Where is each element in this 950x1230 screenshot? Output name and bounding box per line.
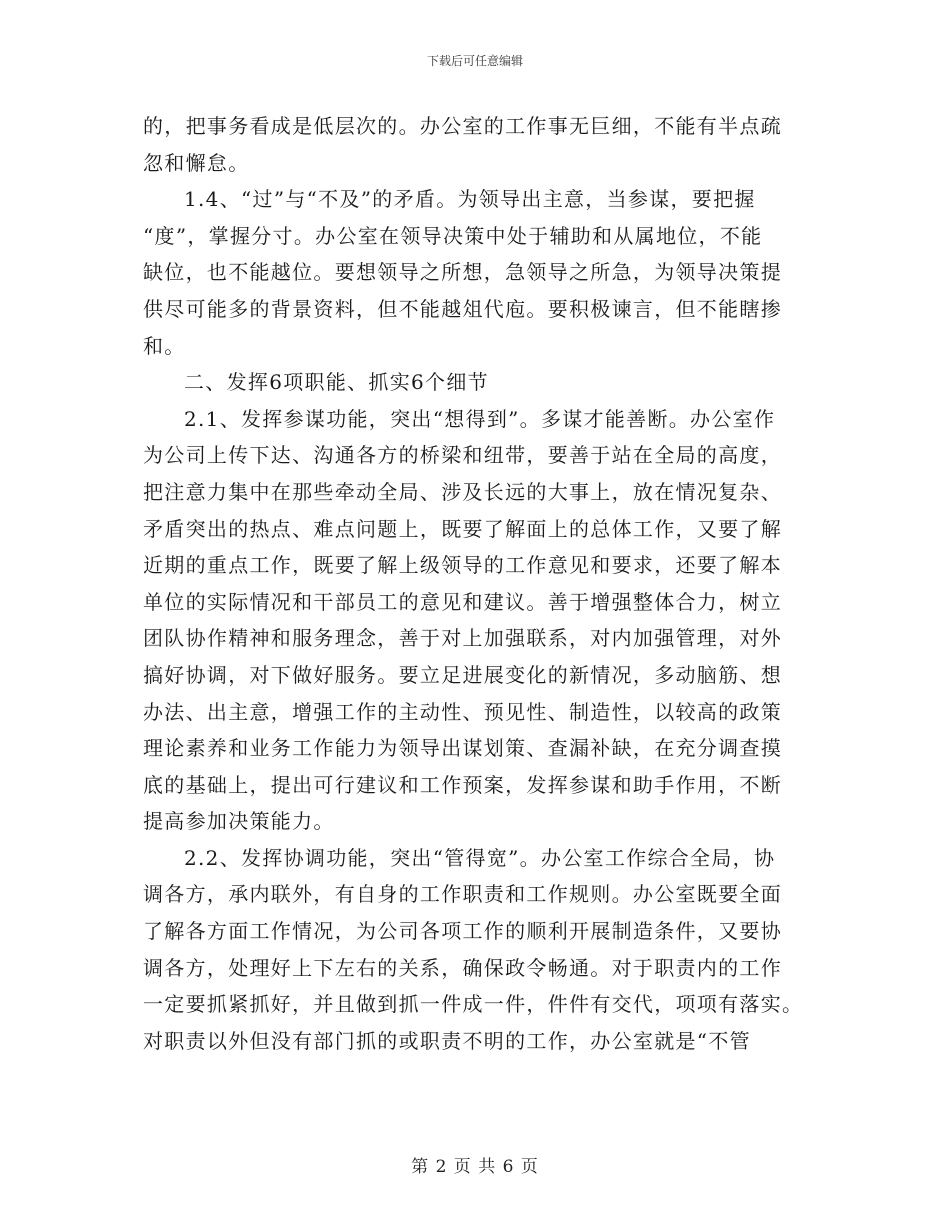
text-line: 把注意力集中在那些牵动全局、涉及长远的大事上，放在情况复杂、 [143, 479, 782, 504]
text-line: 缺位，也不能越位。要想领导之所想，急领导之所急，为领导决策提 [143, 260, 782, 285]
page-header: 下载后可任意编辑 [426, 54, 523, 68]
text-line: 对职责以外但没有部门抓的或职责不明的工作，办公室就是“不管 [143, 1028, 751, 1053]
text-line: 调各方，承内联外，有自身的工作职责和工作规则。办公室既要全面 [143, 882, 782, 907]
text-line: 和。 [143, 333, 186, 358]
text-line: 单位的实际情况和干部员工的意见和建议。善于增强整体合力，树立 [143, 589, 782, 614]
text-line: 供尽可能多的背景资料，但不能越俎代庖。要积极谏言，但不能瞎掺 [143, 296, 782, 321]
text-line: 2.1、发挥参谋功能，突出“想得到”。多谋才能善断。办公室作 [184, 406, 776, 431]
text-line: 2.2、发挥协调功能，突出“管得宽”。办公室工作综合全局，协 [184, 845, 776, 870]
text-line: 底的基础上，提出可行建议和工作预案，发挥参谋和助手作用，不断 [143, 772, 782, 797]
text-line: 1.4、“过”与“不及”的矛盾。为领导出主意，当参谋，要把握 [184, 187, 756, 212]
text-line: 办法、出主意，增强工作的主动性、预见性、制造性，以较高的政策 [143, 699, 782, 724]
text-line: 调各方，处理好上下左右的关系，确保政令畅通。对于职责内的工作 [143, 955, 782, 980]
text-line: 为公司上传下达、沟通各方的桥梁和纽带，要善于站在全局的高度， [143, 443, 782, 468]
text-line: 理论素养和业务工作能力为领导出谋划策、查漏补缺，在充分调查摸 [143, 736, 782, 761]
text-line: 近期的重点工作，既要了解上级领导的工作意见和要求，还要了解本 [143, 553, 782, 578]
text-line: 矛盾突出的热点、难点问题上，既要了解面上的总体工作，又要了解 [143, 516, 782, 541]
text-line: “度”，掌握分寸。办公室在领导决策中处于辅助和从属地位，不能 [143, 223, 763, 248]
text-line: 一定要抓紧抓好，并且做到抓一件成一件，件件有交代，项项有落实。 [143, 992, 804, 1017]
text-line: 搞好协调，对下做好服务。要立足进展变化的新情况，多动脑筋、想 [143, 662, 782, 687]
text-line: 提高参加决策能力。 [143, 809, 335, 834]
text-line: 团队协作精神和服务理念，善于对上加强联系，对内加强管理，对外 [143, 626, 782, 651]
text-line: 的，把事务看成是低层次的。办公室的工作事无巨细，不能有半点疏 [143, 114, 782, 138]
text-line: 了解各方面工作情况，为公司各项工作的顺利开展制造条件，又要协 [143, 919, 782, 944]
section-heading: 二、发挥6项职能、抓实6个细节 [184, 370, 489, 395]
page-number: 第 2 页 共 6 页 [411, 1157, 539, 1177]
document-body [143, 108, 807, 1059]
text-line: 忽和懈怠。 [143, 150, 250, 175]
